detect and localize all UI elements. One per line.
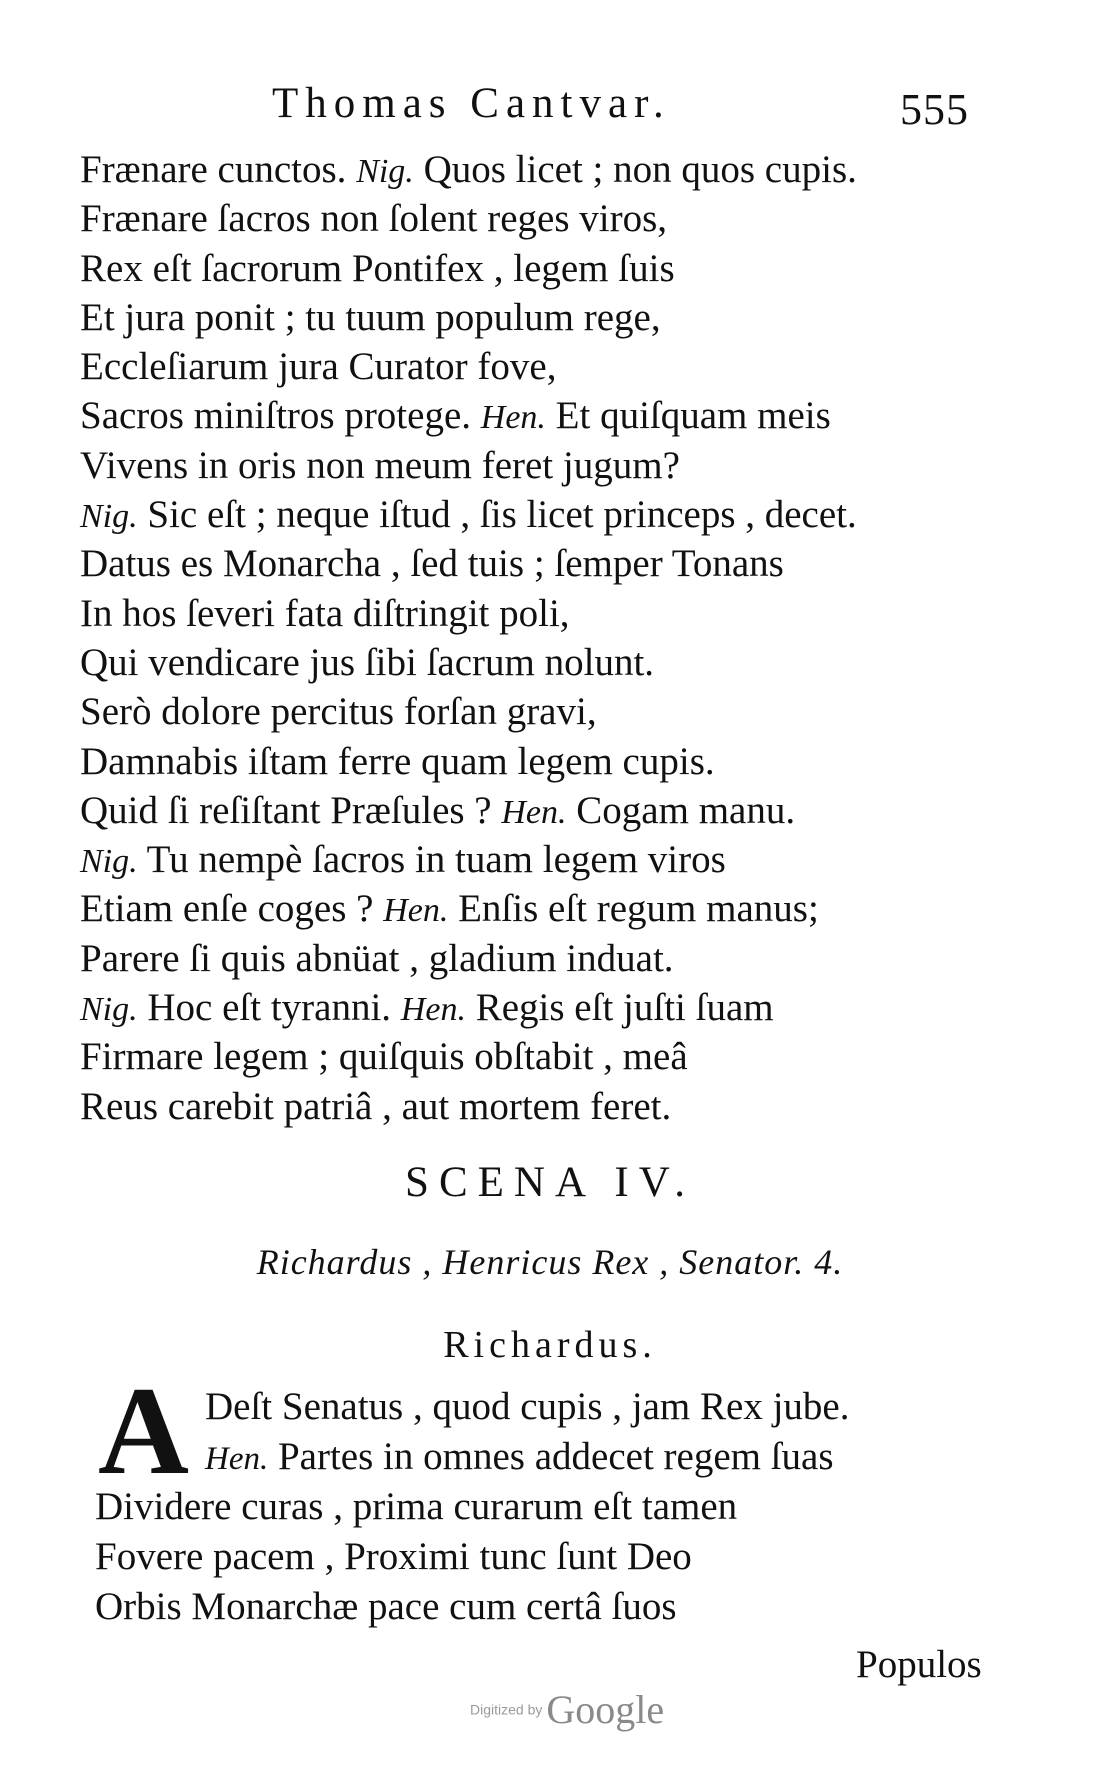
speaker-abbrev: Hen.	[205, 1441, 269, 1477]
verse-text: Vivens in oris non meum feret jugum?	[80, 443, 680, 487]
verse-text: Frænare ſacros non ſolent reges viros,	[80, 197, 668, 241]
page-number: 555	[900, 85, 969, 134]
verse-text: Datus es Monarcha , ſed tuis ; ſemper Tonans	[80, 542, 784, 586]
verse-line	[80, 934, 1020, 983]
speaker-abbrev: Hen.	[400, 991, 466, 1029]
verse-line	[80, 687, 1020, 736]
verse-text: Sic eſt ; neque iſtud , ſis licet princeps , decet.	[137, 493, 857, 537]
speaker-abbrev: Nig.	[80, 843, 138, 881]
verse-text: Quid ſi reſiſtant Præſules ?	[80, 788, 502, 832]
speaker-abbrev: Hen.	[383, 892, 449, 930]
verse-text: Sacros miniſtros protege.	[80, 394, 481, 438]
verse-text: Frænare cunctos.	[80, 148, 357, 191]
verse-text: Damnabis iſtam ferre quam legem cupis.	[80, 739, 715, 783]
verse-text: Reus carebit patriâ , aut mortem feret.	[80, 1084, 672, 1128]
verse-text: Parere ſi quis abnüat , gladium induat.	[80, 936, 674, 980]
verse-line	[80, 293, 1020, 342]
scene-heading: SCENA IV.	[405, 1159, 695, 1206]
verse-text: Tu nempè ſacros in tuam legem viros	[137, 838, 726, 882]
verse-text: Enſis eſt regum manus;	[448, 887, 819, 931]
verse-text: In hos ſeveri fata diſtringit poli,	[80, 591, 570, 635]
verse-text: Rex eſt ſacrorum Pontifex , legem ſuis	[80, 246, 675, 290]
cast-list: Richardus , Henricus Rex , Senator. 4.	[256, 1242, 844, 1282]
verse-line	[80, 737, 1020, 786]
verse-line	[80, 589, 1020, 638]
verse-text: Et quiſquam meis	[545, 394, 831, 438]
verse-line	[80, 490, 1020, 539]
speech-line: Fovere pacem , Proximi tunc ſunt Deo	[95, 1535, 692, 1578]
speech-line	[95, 1432, 1015, 1482]
speaker-heading: Richardus.	[443, 1324, 657, 1366]
verse-text: Serò dolore percitus forſan gravi,	[80, 690, 597, 734]
verse-line	[80, 342, 1020, 391]
running-head	[0, 76, 1100, 132]
verse-line	[80, 391, 1020, 440]
speech-text: Partes in omnes addecet regem ſuas	[268, 1435, 834, 1478]
google-logo: Google	[546, 1687, 665, 1732]
verse-line	[80, 638, 1020, 687]
verse-line	[80, 441, 1020, 490]
speech-line: Deſt Senatus , quod cupis , jam Rex jube.	[205, 1385, 850, 1428]
verse-line	[80, 786, 1020, 835]
verse-line	[80, 1032, 1020, 1081]
catchword: Populos	[856, 1643, 982, 1686]
verse-line	[80, 884, 1020, 933]
verse-text: Etiam enſe coges ?	[80, 887, 384, 931]
verse-line	[80, 1082, 1020, 1131]
verse-text: Et jura ponit ; tu tuum populum rege,	[80, 295, 661, 339]
speaker-abbrev: Hen.	[480, 399, 546, 437]
speech-block	[95, 1382, 1015, 1632]
speech-line: Orbis Monarchæ pace cum certâ ſuos	[95, 1585, 677, 1628]
verse-line	[80, 194, 1020, 243]
speaker-abbrev: Nig.	[80, 498, 138, 536]
speaker-abbrev: Nig.	[356, 153, 414, 190]
verse-block	[80, 145, 1020, 1131]
speaker-abbrev: Nig.	[80, 991, 138, 1029]
verse-line	[80, 145, 1020, 194]
verse-line	[80, 539, 1020, 588]
digitized-by-text: Digitized by	[470, 1701, 543, 1718]
verse-text: Hoc eſt tyranni.	[137, 986, 401, 1030]
verse-line	[80, 835, 1020, 884]
verse-line	[80, 244, 1020, 293]
verse-text: Qui vendicare jus ſibi ſacrum nolunt.	[80, 640, 655, 684]
verse-text: Regis eſt juſti ſuam	[465, 986, 774, 1030]
verse-text: Quos licet ; non quos cupis.	[413, 148, 857, 191]
speech-line: Dividere curas , prima curarum eſt tamen	[95, 1485, 738, 1528]
verse-line	[80, 983, 1020, 1032]
speaker-abbrev: Hen.	[501, 793, 567, 831]
running-title: Thomas Cantvar.	[272, 80, 671, 127]
digitized-watermark	[470, 1686, 664, 1736]
verse-text: Cogam manu.	[566, 788, 796, 832]
drop-cap: A	[98, 1362, 189, 1501]
verse-text: Firmare legem ; quiſquis obſtabit , meâ	[80, 1035, 688, 1079]
verse-text: Eccleſiarum jura Curator fove,	[80, 345, 557, 389]
